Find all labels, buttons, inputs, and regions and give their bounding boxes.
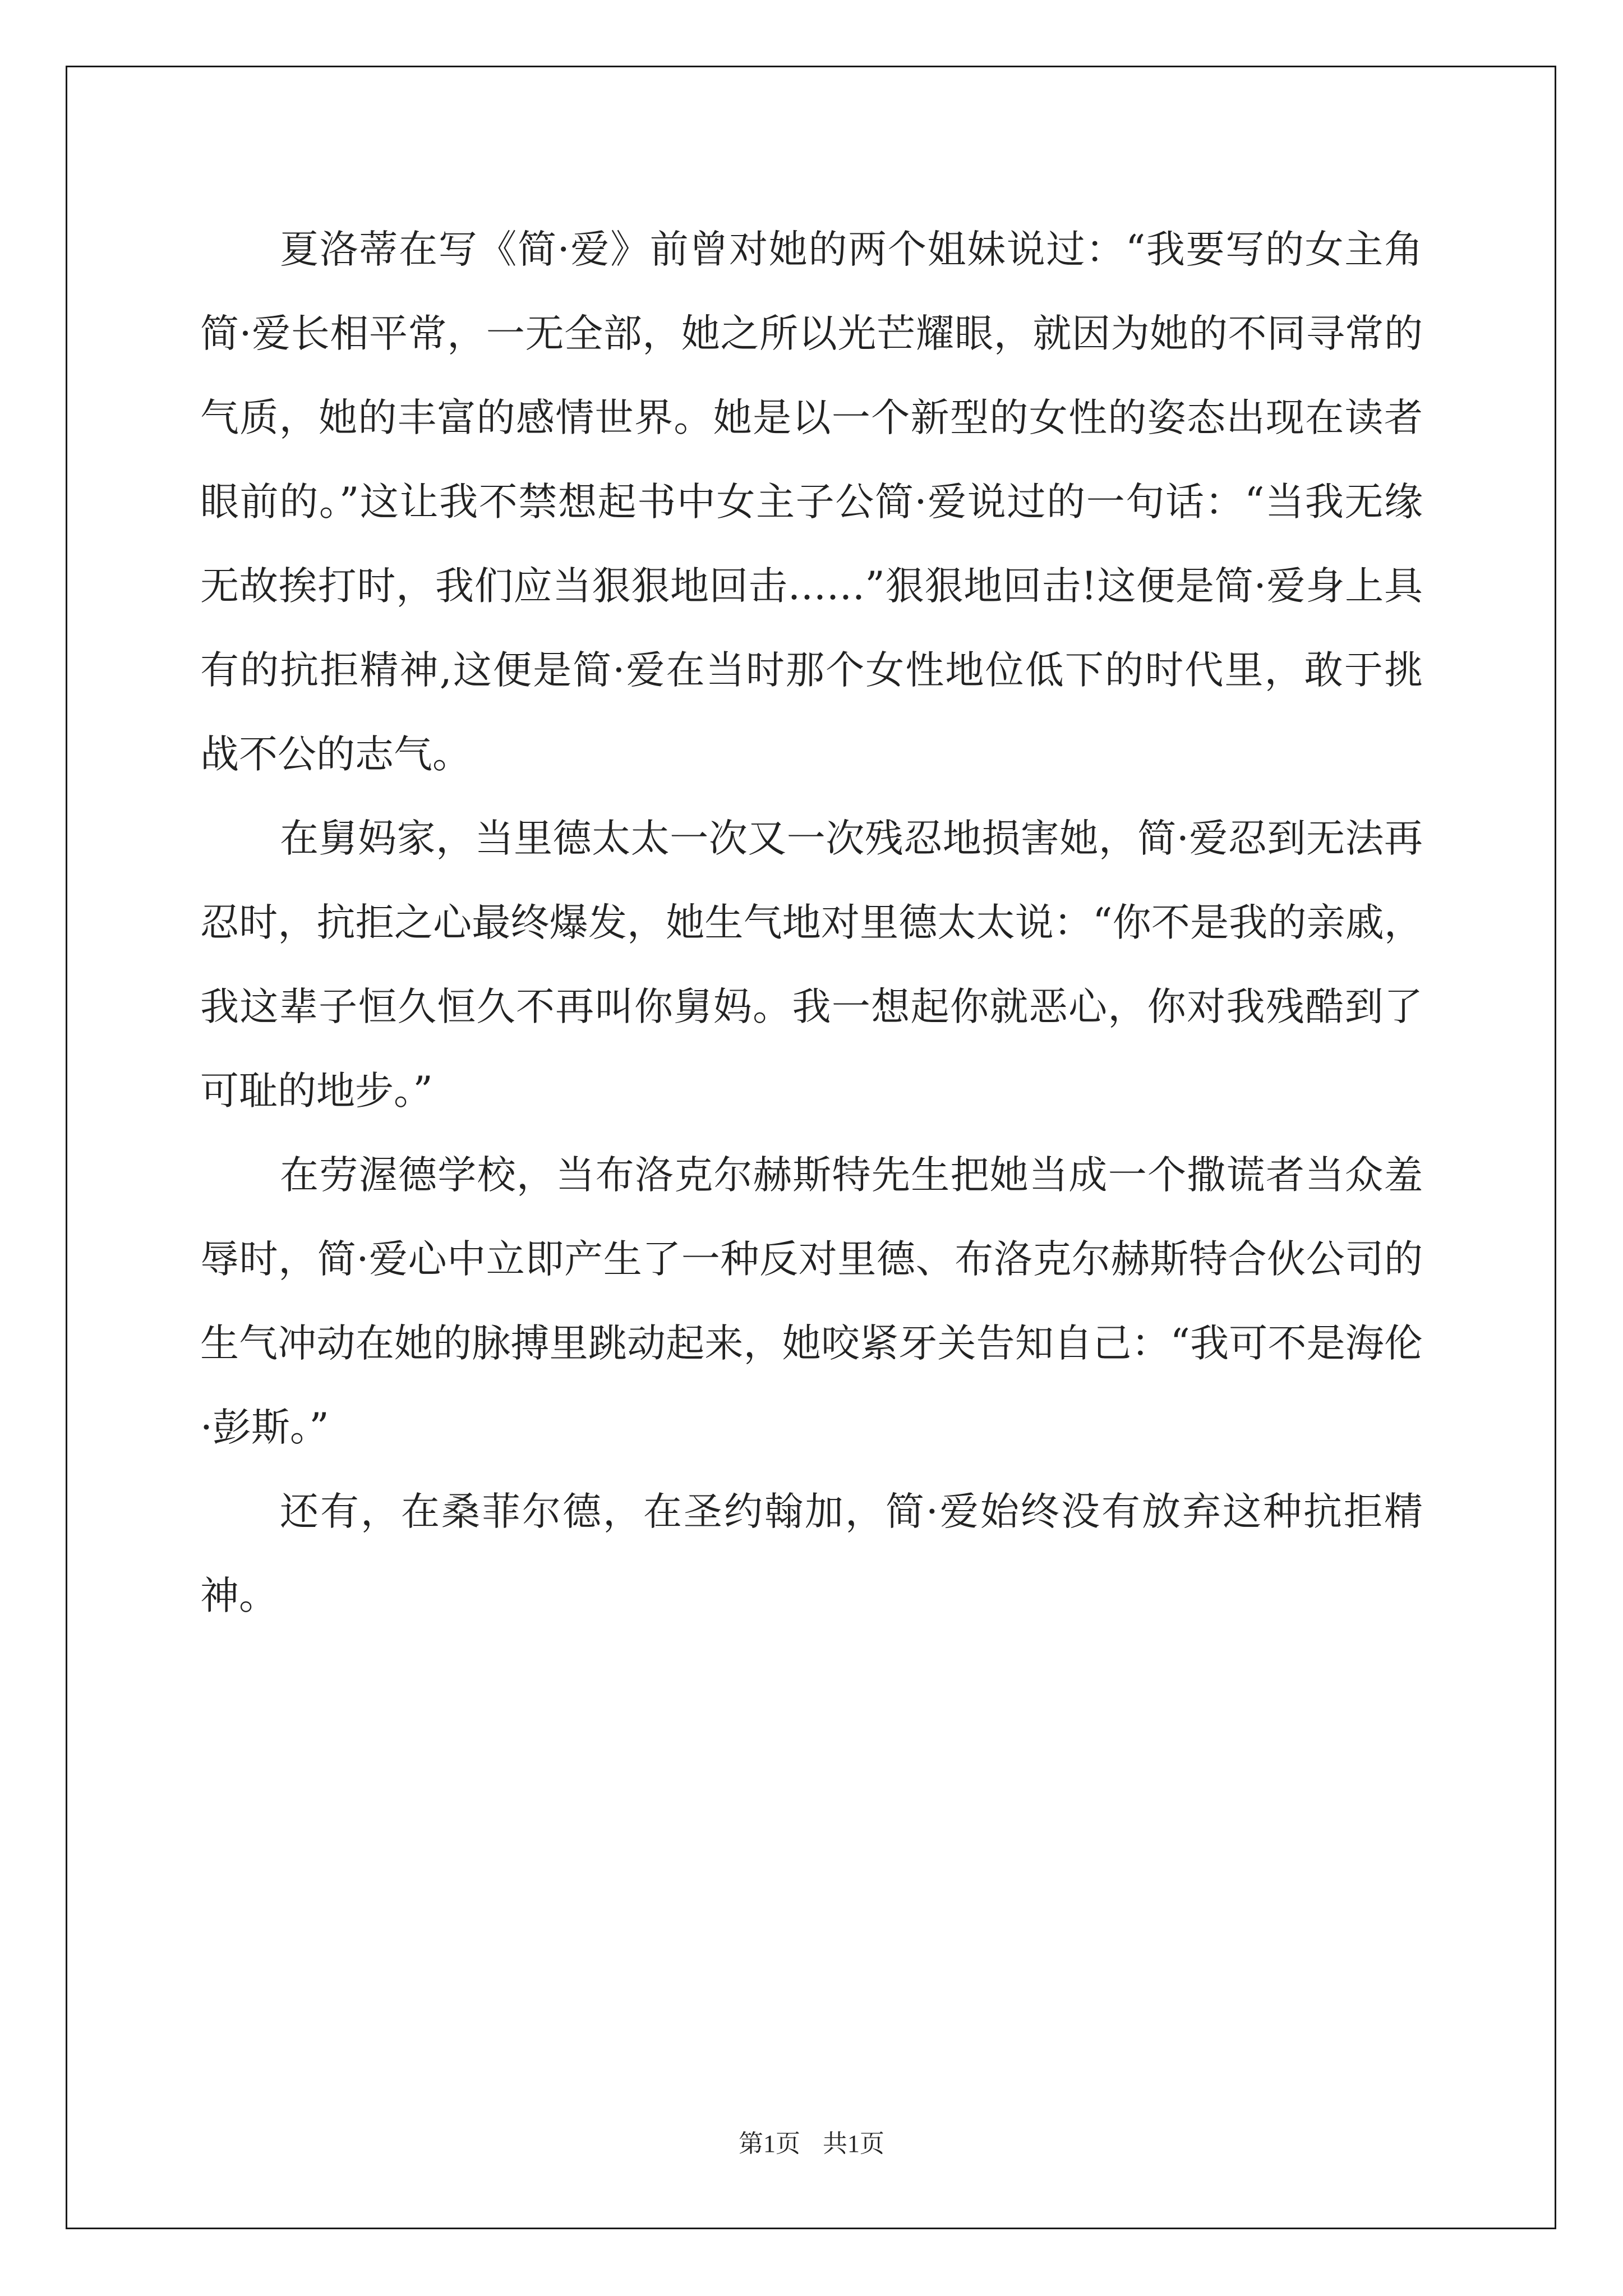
- document-body: [200, 208, 1423, 1638]
- page-number: 第1页: [739, 2130, 800, 2157]
- paragraph-1: 夏洛蒂在写《简·爱》前曾对她的两个姐妹说过：“我要写的女主角简·爱长相平常，一无全部，她之所以光芒耀眼，就因为她的不同寻常的气质，她的丰富的感情世界。她是以一个新型的女性的姿态出现在读者眼前的。”这让我不禁想起书中女主子公简·爱说过的一句话：“当我无缘无故挨打时，我们应当狠狠地回击……”狠狠地回击!这便是简·爱身上具有的抗拒精神,这便是简·爱在当时那个女性地位低下的时代里，敢于挑战不公的志气。: [200, 227, 1423, 777]
- paragraph-4: 还有，在桑菲尔德，在圣约翰加，简·爱始终没有放弃这种抗拒精神。: [200, 1489, 1423, 1618]
- paragraph-3: 在劳渥德学校，当布洛克尔赫斯特先生把她当成一个撒谎者当众羞辱时，简·爱心中立即产生了一种反对里德、布洛克尔赫斯特合伙公司的生气冲动在她的脉搏里跳动起来，她咬紧牙关告知自己：“我可不是海伦·彭斯。”: [200, 1153, 1423, 1450]
- page-total: 共1页: [823, 2130, 884, 2157]
- page-footer: [0, 2130, 1623, 2158]
- paragraph-2: 在舅妈家，当里德太太一次又一次残忍地损害她，简·爱忍到无法再忍时，抗拒之心最终爆发，她生气地对里德太太说：“你不是我的亲戚，我这辈子恒久恒久不再叫你舅妈。我一想起你就恶心，你对我残酷到了可耻的地步。”: [200, 816, 1423, 1114]
